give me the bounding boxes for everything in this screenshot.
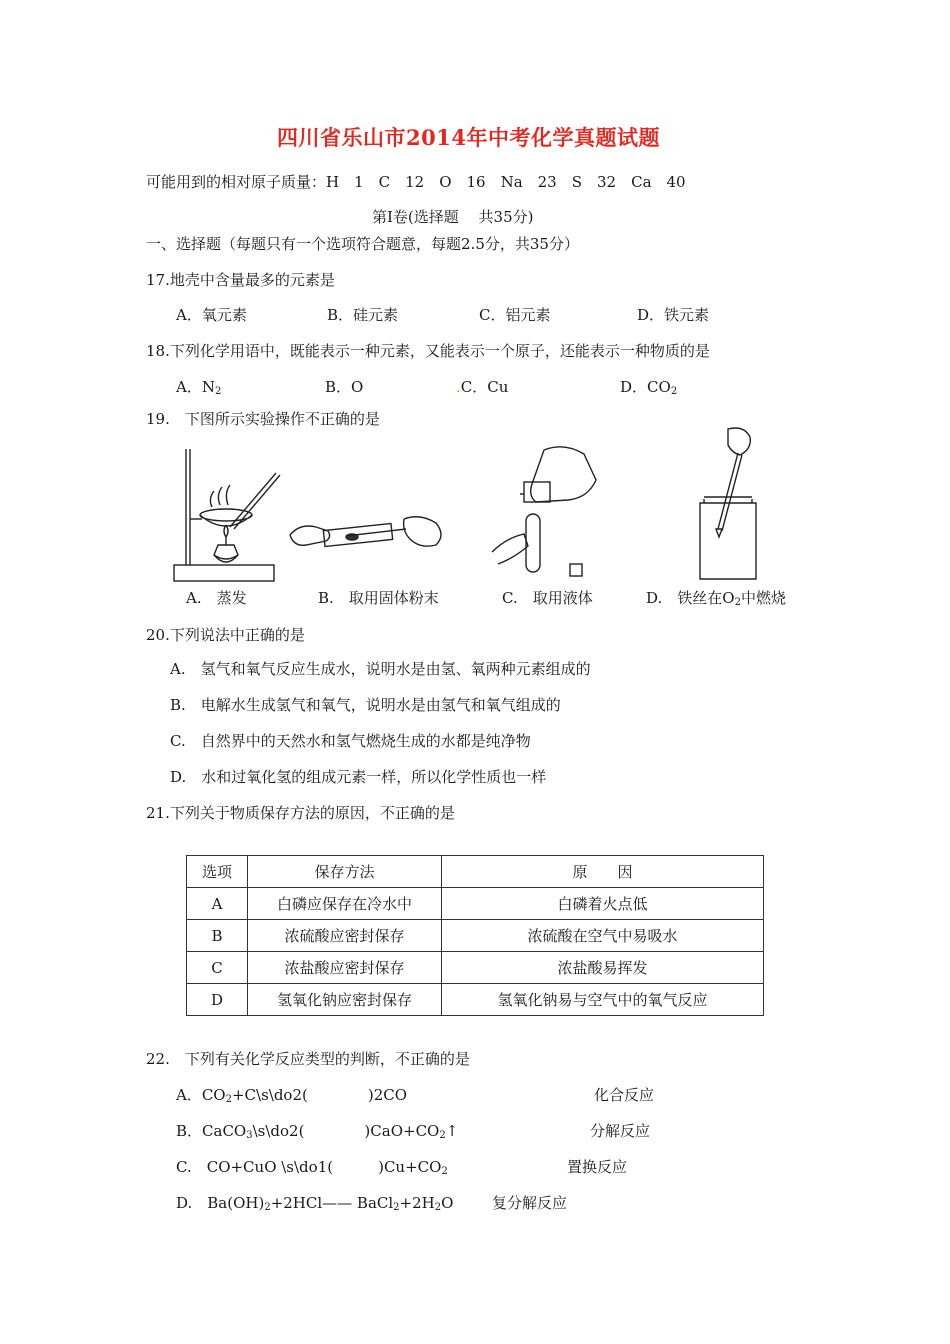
table-header-reason: 原 因 — [442, 856, 764, 888]
q17-option-c: C．铝元素 — [479, 306, 551, 324]
table-row — [187, 888, 764, 920]
table-cell: 白磷应保存在冷水中 — [248, 888, 442, 920]
q22-type-a: 化合反应 — [594, 1086, 655, 1104]
q22-option-d: D. $Ba(OH)_2+2HCl——$ $BaCl_2+2H_2O$ — [176, 1194, 454, 1213]
table-cell: 氢氧化钠应密封保存 — [248, 984, 442, 1016]
q18-option-b: B．O — [325, 378, 364, 396]
storage-methods-table — [186, 855, 764, 1016]
q19-caption-a: A. 蒸发 — [186, 589, 247, 607]
section-heading: 一、选择题（每题只有一个选项符合题意，每题2.5分，共35分） — [146, 235, 579, 253]
table-row — [187, 920, 764, 952]
page-title: 四川省乐山市2014年中考化学真题试题 — [277, 125, 660, 150]
table-cell: C — [187, 952, 248, 984]
table-header-method: 保存方法 — [248, 856, 442, 888]
q22-option-b: B．CaCO$_3$\s\do2( )$CaO+CO_2↑$ — [176, 1122, 459, 1141]
q18-option-c: .C．Cu — [456, 378, 509, 396]
q19-caption-d: D. 铁丝在$O_2$中燃烧 — [646, 589, 786, 608]
table-cell: A — [187, 888, 248, 920]
volume-heading: 第Ⅰ卷(选择题 共35分) — [372, 208, 534, 226]
table-row — [187, 952, 764, 984]
table-cell: 氢氧化钠易与空气中的氧气反应 — [442, 984, 764, 1016]
q17-option-d: D．铁元素 — [637, 306, 710, 324]
table-cell: D — [187, 984, 248, 1016]
q20-option-d: D. 水和过氧化氢的组成元素一样，所以化学性质也一样 — [170, 768, 547, 786]
iron-wire-burning-figure — [688, 425, 768, 580]
evaporation-figure — [168, 445, 288, 590]
table-cell: 浓硫酸在空气中易吸水 — [442, 920, 764, 952]
q21-stem: 21.下列关于物质保存方法的原因，不正确的是 — [146, 804, 455, 822]
atomic-mass-line: 可能用到的相对原子质量：H 1 C 12 O 16 Na 23 S 32 Ca 40 — [146, 173, 686, 191]
q22-option-c: C. CO+CuO \s\do1( )$Cu+CO_2$ — [176, 1158, 448, 1177]
q18-option-d: D．$CO_2$ — [620, 378, 678, 397]
q22-stem: 22. 下列有关化学反应类型的判断，不正确的是 — [146, 1050, 470, 1068]
table-row — [187, 984, 764, 1016]
liquid-pouring-figure — [484, 440, 614, 585]
table-cell: 浓硫酸应密封保存 — [248, 920, 442, 952]
q20-option-a: A. 氢气和氧气反应生成水，说明水是由氢、氧两种元素组成的 — [170, 660, 591, 678]
q22-type-b: 分解反应 — [590, 1122, 651, 1140]
table-header-option: 选项 — [187, 856, 248, 888]
table-header-row — [187, 856, 764, 888]
q20-stem: 20.下列说法中正确的是 — [146, 626, 305, 644]
table-cell: 白磷着火点低 — [442, 888, 764, 920]
solid-powder-figure — [286, 505, 451, 565]
q19-caption-b: B. 取用固体粉末 — [318, 589, 439, 607]
q19-caption-c: C. 取用液体 — [502, 589, 593, 607]
q20-option-b: B. 电解水生成氢气和氧气，说明水是由氢气和氧气组成的 — [170, 696, 561, 714]
table-cell: B — [187, 920, 248, 952]
q18-stem: 18.下列化学用语中，既能表示一种元素，又能表示一个原子，还能表示一种物质的是 — [146, 342, 710, 360]
q20-option-c: C. 自然界中的天然水和氢气燃烧生成的水都是纯净物 — [170, 732, 531, 750]
q17-option-a: A．氧元素 — [176, 306, 247, 324]
q22-type-c: 置换反应 — [567, 1158, 628, 1176]
table-cell: 浓盐酸易挥发 — [442, 952, 764, 984]
q19-stem: 19. 下图所示实验操作不正确的是 — [146, 410, 380, 428]
q22-type-d: 复分解反应 — [492, 1194, 568, 1212]
q22-option-a: A．$CO_2+C\backslash s\backslash do2$( )2CO — [176, 1086, 408, 1105]
q17-option-b: B．硅元素 — [327, 306, 399, 324]
q18-option-a: A．$N_2$ — [176, 378, 222, 397]
q17-stem: 17.地壳中含量最多的元素是 — [146, 271, 335, 289]
table-cell: 浓盐酸应密封保存 — [248, 952, 442, 984]
